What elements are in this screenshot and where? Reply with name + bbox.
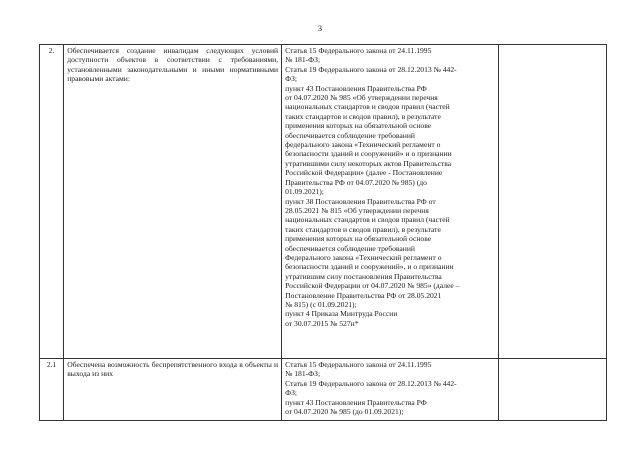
legal-basis-line: безопасности зданий и сооружений», и о признании xyxy=(285,262,454,272)
legal-basis-line: безопасности зданий и сооружений» и о признании xyxy=(285,149,452,159)
legal-basis-cell xyxy=(282,45,499,359)
legal-basis-line: применения которых на обязательной основе xyxy=(285,121,432,131)
legal-basis-line: Статья 19 Федерального закона от 28.12.2013 № 442- xyxy=(285,378,457,388)
legal-basis-line: применения которых на обязательной основе xyxy=(285,234,432,244)
legal-basis-line: от 30.07.2015 № 527н* xyxy=(285,318,359,328)
legal-basis-line: обеспечивается соблюдение требований xyxy=(285,243,415,253)
legal-basis-line: Российской Федерации» (далее - Постановление xyxy=(285,168,443,178)
requirement-label: Обеспечивается создание инвалидам следующих условий доступности объектов в соответствии с требованиями, установленными законодательными и иными нормативными правовыми актами: xyxy=(67,46,279,84)
legal-basis-line: № 181-ФЗ; xyxy=(285,55,321,65)
legal-basis-line: федерального закона «Технический регламент о xyxy=(285,140,441,150)
page-number: 3 xyxy=(318,24,322,33)
legal-basis-line: пункт 43 Постановления Правительства РФ xyxy=(285,83,427,93)
requirement-label: Обеспечена возможность беспрепятственного входа в объекты и выхода из них xyxy=(67,360,279,379)
legal-basis-line: таких стандартов и сводов правил), в результате xyxy=(285,224,441,234)
legal-basis-line: национальных стандартов и сводов правил (частей xyxy=(285,102,450,112)
note-cell xyxy=(499,359,607,421)
table-row xyxy=(40,45,607,359)
legal-basis-line: от 04.07.2020 № 985 (до 01.09.2021); xyxy=(285,407,404,417)
legal-basis-line: утратившим силу постановления Правительства xyxy=(285,271,442,281)
legal-basis-line: утратившими силу некоторых актов Правительства xyxy=(285,158,452,168)
legal-basis-line: обеспечивается соблюдение требований xyxy=(285,130,415,140)
row-number: 2. xyxy=(40,45,64,359)
legal-basis-line: Российской Федерации от 04.07.2020 № 985» (далее – xyxy=(285,281,460,291)
legal-basis-cell xyxy=(282,359,499,421)
requirement-text xyxy=(64,359,282,421)
legal-basis-line: пункт 38 Постановления Правительства РФ от xyxy=(285,196,436,206)
legal-basis-line: 28.05.2021 № 815 «Об утверждении перечня xyxy=(285,205,429,215)
legal-basis-line: Статья 15 Федерального закона от 24.11.1995 xyxy=(285,46,432,55)
legal-basis-line: Постановление Правительства РФ от 28.05.2021 xyxy=(285,290,442,300)
legal-basis-line: № 181-ФЗ; xyxy=(285,369,321,379)
legal-basis-line: ФЗ; xyxy=(285,388,298,398)
note-cell xyxy=(499,45,607,359)
requirement-text xyxy=(64,45,282,359)
legal-basis-line: пункт 43 Постановления Правительства РФ xyxy=(285,397,427,407)
legal-basis-line: ФЗ; xyxy=(285,74,298,84)
legal-basis-line: 01.09.2021); xyxy=(285,187,324,197)
legal-basis-line: Статья 15 Федерального закона от 24.11.1995 xyxy=(285,360,432,369)
legal-basis-line: пункт 4 Приказа Минтруда России xyxy=(285,309,398,319)
table-row xyxy=(40,359,607,421)
legal-basis-line: таких стандартов и сводов правил), в результате xyxy=(285,111,441,121)
legal-basis-line: Статья 19 Федерального закона от 28.12.2013 № 442- xyxy=(285,64,457,74)
legal-basis-line: Федерального закона «Технический регламент о xyxy=(285,252,442,262)
row-number: 2.1 xyxy=(40,359,64,421)
legal-basis-line: от 04.07.2020 № 985 «Об утверждении перечня xyxy=(285,93,438,103)
requirements-table xyxy=(39,44,607,421)
legal-basis-line: № 815) (с 01.09.2021); xyxy=(285,299,357,309)
legal-basis-line: Правительства РФ от 04.07.2020 № 985) (до xyxy=(285,177,427,187)
legal-basis-line: национальных стандартов и сводов правил (частей xyxy=(285,215,450,225)
